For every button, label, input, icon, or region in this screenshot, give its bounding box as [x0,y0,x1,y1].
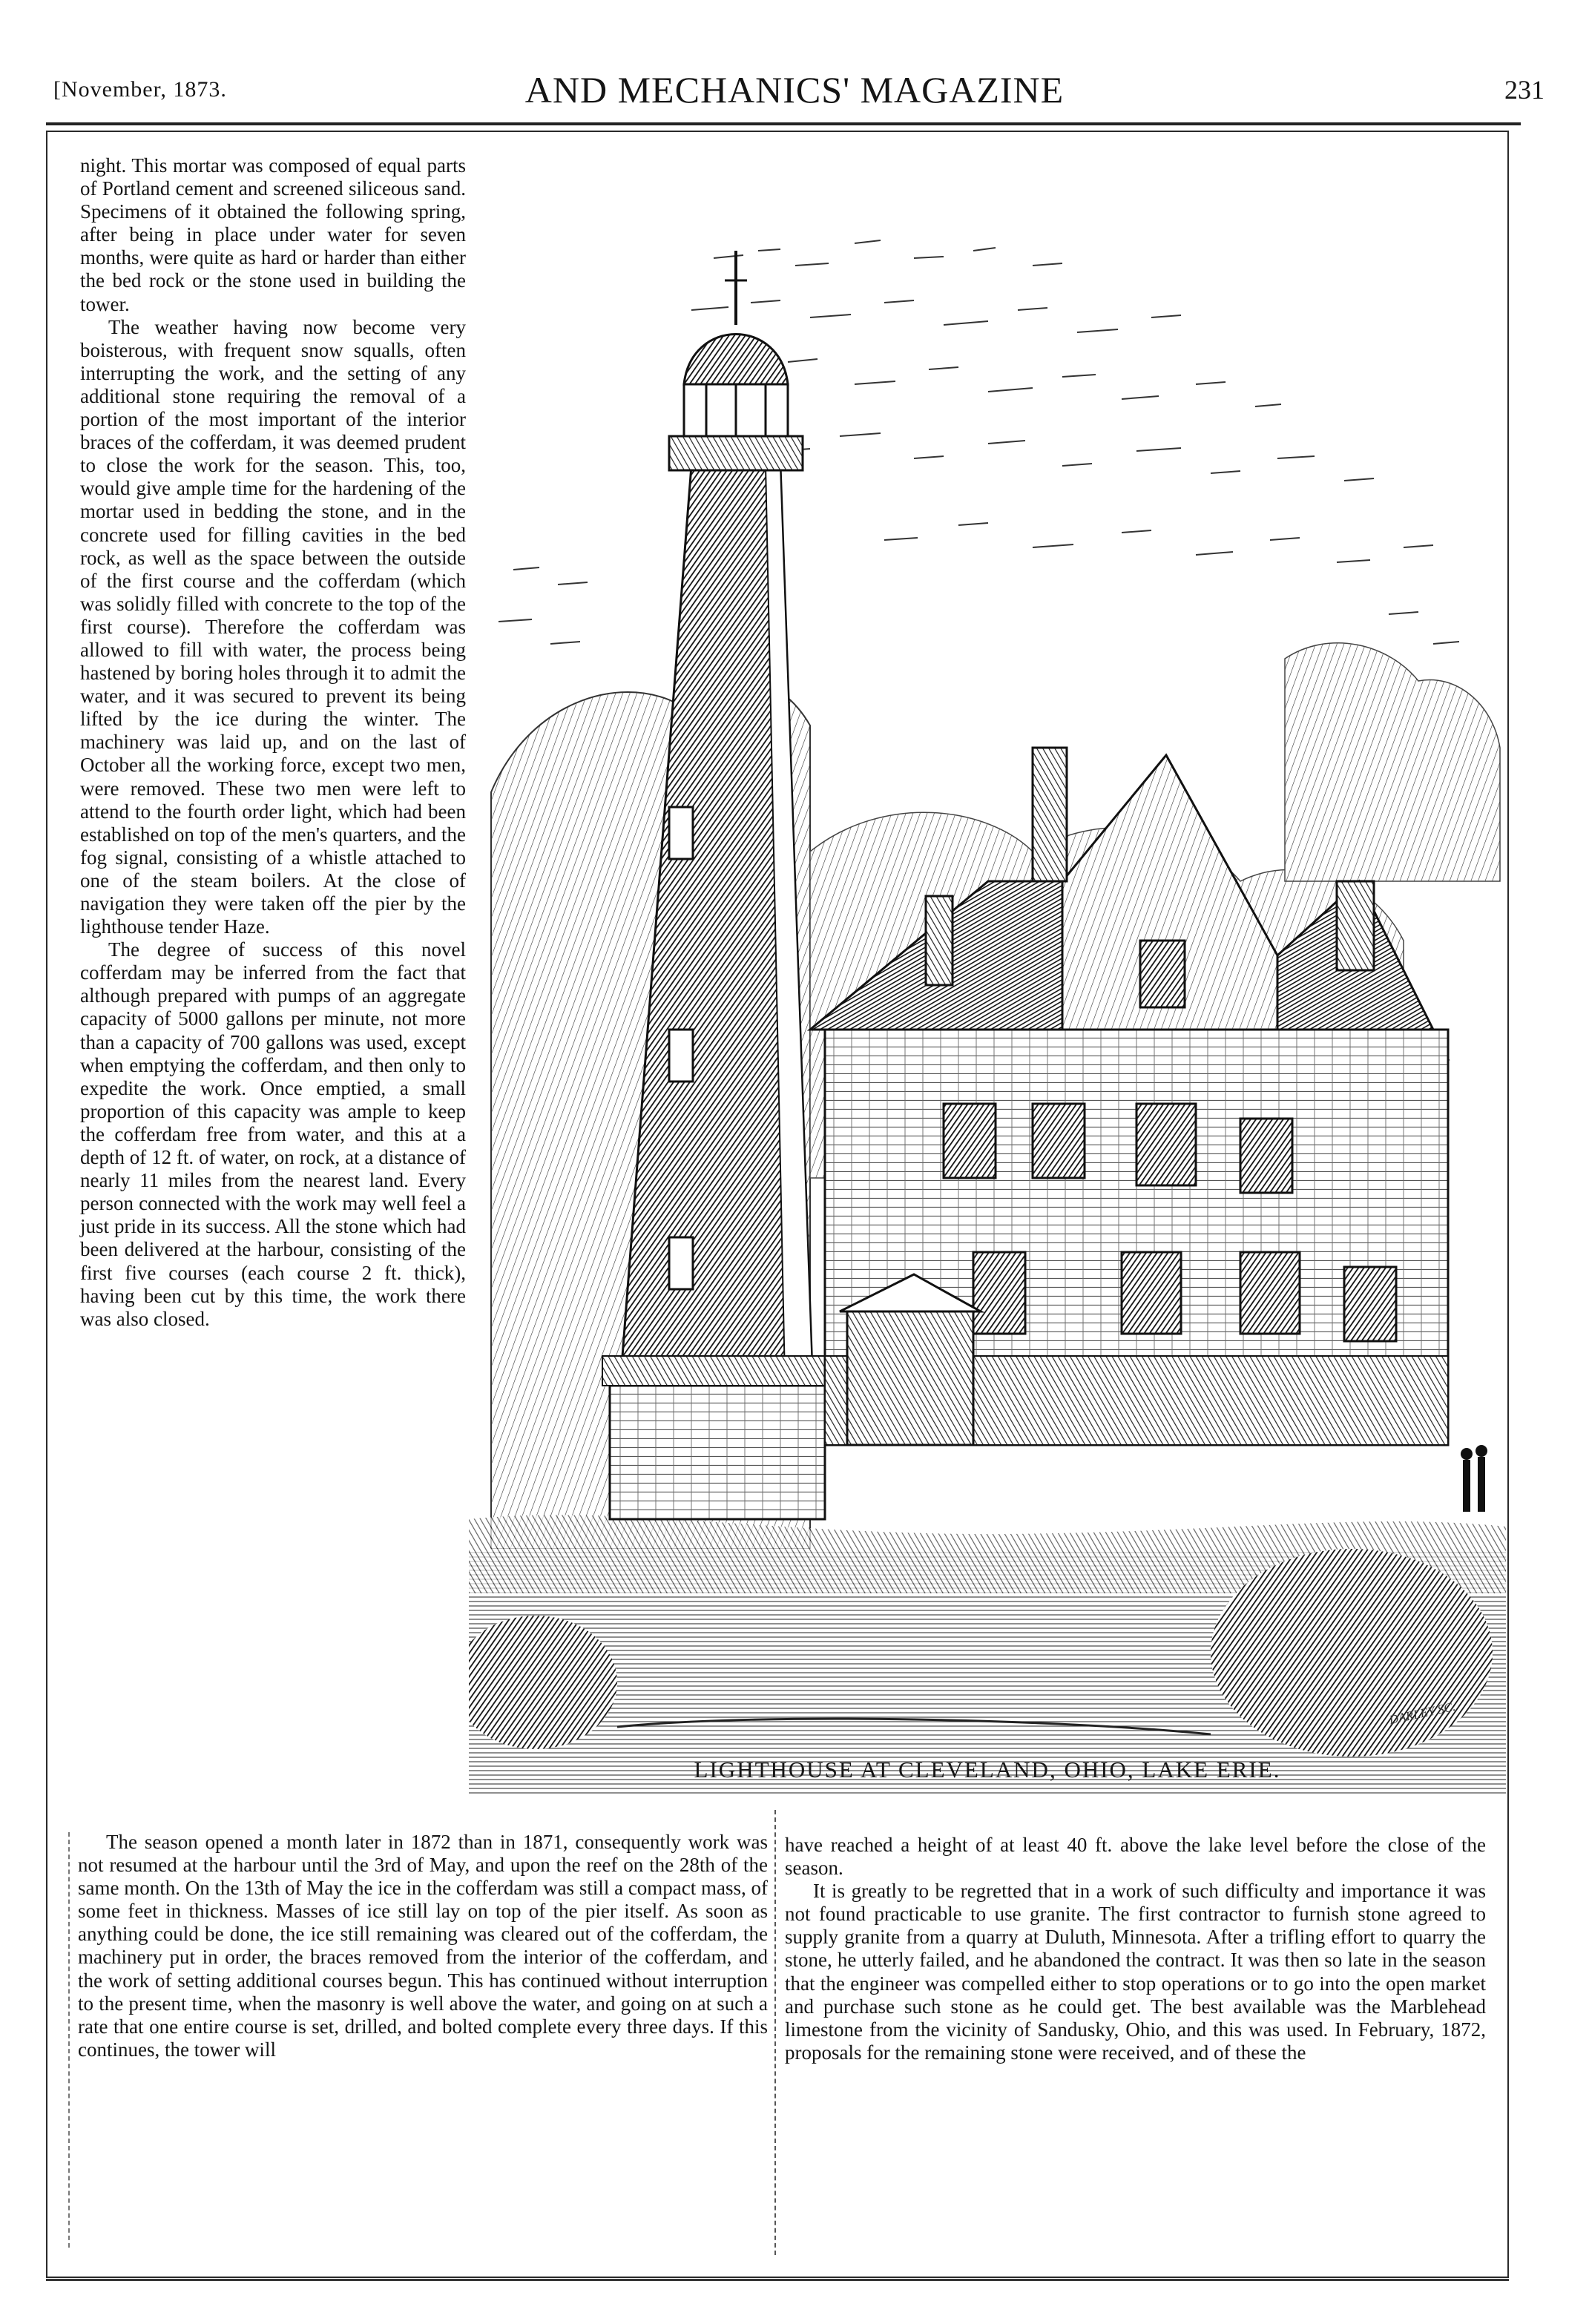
margin-mark [68,1832,70,2248]
header-rule [46,122,1521,125]
narrow-text-column [80,154,466,1331]
header-date: [November, 1873. [53,77,227,102]
lighthouse-engraving [469,139,1506,1817]
figures [1461,1445,1487,1512]
column-divider [774,1810,776,2255]
paragraph: The season opened a month later in 1872 than in 1871, consequently work was not resumed at the harbour until the 3rd of May, and upon the reef on the 28th of the same month. On the 13th of May the ice in the cofferdam was still a compact mass, of some feet in thickness. Masses of ice still lay on top of the pier itself. As soon as anything could be done, the ice still remaining was cleared out of the cofferdam, the machinery put in order, the braces removed from the interior of the cofferdam, and the work of setting additional courses begun. This has continued without interruption to the present time, when the masonry is well above the water, and going on at such a rate that one entire course is set, drilled, and bolted complete every three days. If this continues, the tower will [78,1831,769,2061]
bottom-right-text-column [785,1834,1486,2064]
shrub [1211,1549,1493,1757]
paragraph: The degree of success of this novel cofferdam may be inferred from the fact that although prepared with pumps of an aggregate capacity of 5000 gallons per minute, not more than a capacity of 700 gallons was used, except when emptying the cofferdam, and then only to expedite the work. Once emptied, a small proportion of this capacity was ample to keep the cofferdam free from water, and this at a depth of 12 ft. of water, on rock, at a distance of nearly 11 miles from the nearest land. Every person connected with the work may well feel a just pride in its success. All the stone which had been delivered at the harbour, consisting of the first five courses (each course 2 ft. thick), having been cut by this time, the work there was also closed. [80,938,466,1330]
bottom-left-text-column [78,1831,768,2061]
header-magazine-title: AND MECHANICS' MAGAZINE [524,69,1065,111]
illustration-caption: LIGHTHOUSE AT CLEVELAND, OHIO, LAKE ERIE. [694,1757,1281,1782]
paragraph: have reached a height of at least 40 ft. above the lake level before the close of the season. [785,1834,1486,1880]
bottom-rule [46,2279,1509,2281]
engraver-signature: DARLEY SC. [1387,1699,1457,1728]
paragraph: It is greatly to be regretted that in a work of such difficulty and importance it was not found practicable to use granite. The first contractor to furnish stone agreed to supply granite from a quarry at Duluth, Minnesota. After a trifling effort to quarry the stone, he utterly failed, and he abandoned the contract. It was then so late in the season that the engineer was compelled either to stop operations or to go into the open market and purchase such stone as he could get. The best available was the Marblehead limestone from the vicinity of Sandusky, Ohio, and this was used. In February, 1872, proposals for the remaining stone were received, and of these the [785,1880,1486,2064]
header-page-number: 231 [1504,75,1544,105]
paragraph: night. This mortar was composed of equal parts of Portland cement and screened siliceous sand. Specimens of it obtained the following spring, after being in place under water for seven months, were quite as hard or harder than either the bed rock or the stone used in building the tower. [80,154,466,315]
sky-hatching [499,240,1459,644]
paragraph: The weather having now become very boisterous, with frequent snow squalls, often interrupting the work, and the setting of any additional stone requiring the removal of a portion of the most important of the interior braces of the cofferdam, it was deemed prudent to close the work for the season. This, too, would give ample time for the hardening of the mortar used in bedding the stone, and in the concrete used for filling cavities in the bed rock, as well as the space between the outside of the first course and the cofferdam (which was solidly filled with concrete to the top of the first course). Therefore the cofferdam was allowed to fill with water, the process being hastened by boring holes through it to admit the water, and it was secured to prevent its being lifted by the ice during the winter. The machinery was laid up, and on the last of October all the working force, except two men, were removed. These two men were left to attend to the fourth order light, which had been established on top of the men's quarters, and the fog signal, consisting of a whistle attached to one of the steam boilers. At the close of navigation they were taken off the pier by the lighthouse tender Haze. [80,315,466,938]
